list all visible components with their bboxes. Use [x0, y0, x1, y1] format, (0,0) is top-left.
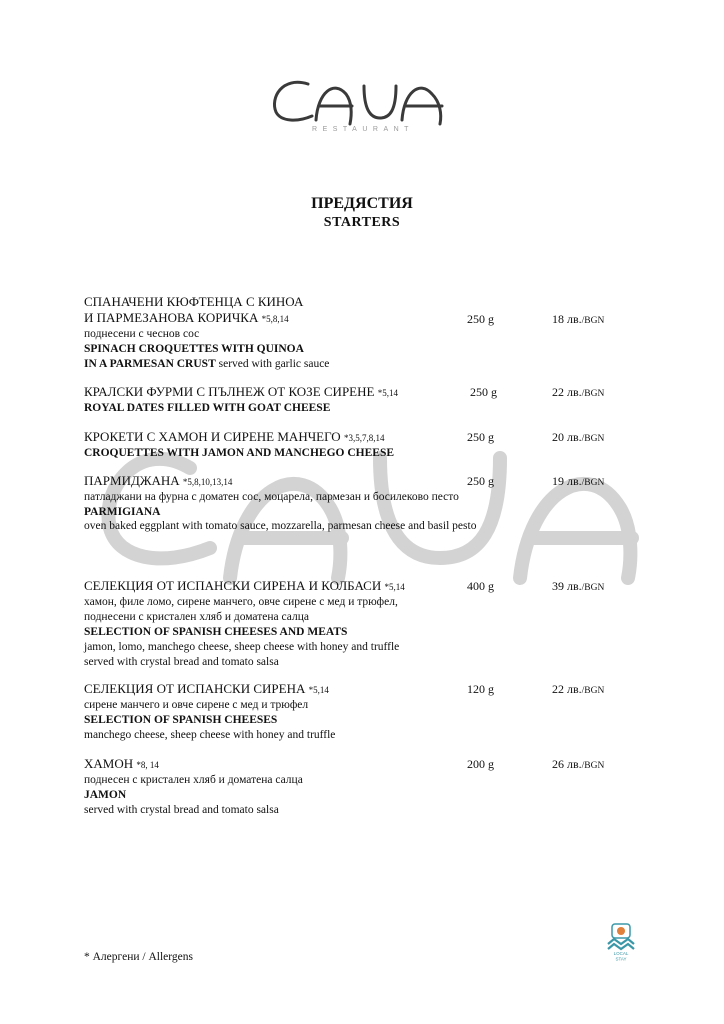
item-title-en-suffix: served with garlic sauce: [215, 358, 330, 370]
item-desc-bg: хамон, филе ломо, сирене манчего, овче сирене с мед и трюфел,: [84, 596, 398, 608]
item-desc-bg: поднесени с кристален хляб и доматена салца: [84, 611, 309, 623]
item-title: И ПАРМЕЗАНОВА КОРИЧКА: [84, 310, 259, 325]
item-allergens: *5,8,10,13,14: [182, 477, 233, 487]
item-desc-bg: патладжани на фурна с доматен сос, моцарела, пармезан и босилеково песто: [84, 491, 459, 503]
item-currency: /BGN: [581, 583, 605, 593]
item-title: ХАМОН: [84, 756, 134, 771]
item-desc-bg: поднесени с чеснов сос: [84, 328, 200, 340]
item-currency: /BGN: [581, 316, 605, 326]
menu-item: [84, 294, 644, 372]
item-currency: /BGN: [581, 434, 605, 444]
item-allergens: *5,14: [308, 685, 329, 695]
item-weight: 250 g: [467, 312, 494, 326]
item-title: КРОКЕТИ С ХАМОН И СИРЕНЕ МАНЧЕГО: [84, 429, 341, 444]
item-price: [552, 430, 604, 445]
item-title-en: JAMON: [84, 789, 127, 801]
item-allergens: *5,8,14: [261, 314, 289, 324]
item-price: [552, 312, 604, 327]
item-weight: 250 g: [467, 474, 494, 488]
item-price-value: 22 лв.: [552, 385, 582, 399]
item-title-en: CROQUETTES WITH JAMON AND MANCHEGO CHEESE: [84, 447, 395, 459]
item-title-en: SPINACH CROQUETTES WITH QUINOA: [84, 343, 304, 355]
item-title-en: ROYAL DATES FILLED WITH GOAT CHEESE: [84, 402, 331, 414]
section-title-bg: ПРЕДЯСТИЯ: [311, 195, 413, 212]
item-title-en: SELECTION OF SPANISH CHEESES: [84, 714, 278, 726]
item-price-value: 39 лв.: [552, 579, 582, 593]
item-weight: 250 g: [467, 430, 494, 444]
item-desc-en: jamon, lomo, manchego cheese, sheep cheese with honey and truffle: [84, 641, 400, 653]
item-title-en: PARMIGIANA: [84, 506, 161, 518]
item-weight: 400 g: [467, 579, 494, 593]
item-allergens: *3,5,7,8,14: [343, 433, 385, 443]
item-title: СЕЛЕКЦИЯ ОТ ИСПАНСКИ СИРЕНА: [84, 681, 306, 696]
item-price: [552, 474, 604, 489]
item-weight: 120 g: [467, 682, 494, 696]
item-title: КРАЛСКИ ФУРМИ С ПЪЛНЕЖ ОТ КОЗЕ СИРЕНЕ: [84, 384, 375, 399]
item-price-value: 18 лв.: [552, 312, 582, 326]
logo-subtitle: RESTAURANT: [312, 126, 414, 133]
item-price: [552, 385, 604, 400]
item-allergens: *8, 14: [136, 760, 159, 770]
item-title: СПАНАЧЕНИ КЮФТЕНЦА С КИНОА: [84, 294, 304, 309]
item-price-value: 20 лв.: [552, 430, 582, 444]
item-currency: /BGN: [581, 686, 605, 696]
item-desc-en: served with crystal bread and tomato salsa: [84, 804, 279, 816]
item-desc-en: manchego cheese, sheep cheese with honey and truffle: [84, 729, 336, 741]
local-stay-icon: [604, 922, 638, 962]
item-desc-en: oven baked eggplant with tomato sauce, mozzarella, parmesan cheese and basil pesto: [84, 520, 477, 532]
item-weight: 250 g: [470, 385, 497, 399]
item-currency: /BGN: [581, 761, 605, 771]
item-allergens: *5,14: [377, 388, 398, 398]
item-title: СЕЛЕКЦИЯ ОТ ИСПАНСКИ СИРЕНА И КОЛБАСИ: [84, 578, 382, 593]
item-currency: /BGN: [581, 478, 605, 488]
item-price: [552, 579, 604, 594]
section-title-en: STARTERS: [323, 215, 401, 230]
item-desc-bg: сирене манчего и овче сирене с мед и трюфел: [84, 699, 309, 711]
item-price: [552, 682, 604, 697]
item-weight: 200 g: [467, 757, 494, 771]
item-currency: /BGN: [581, 389, 605, 399]
item-price-value: 22 лв.: [552, 682, 582, 696]
item-title: ПАРМИДЖАНА: [84, 473, 180, 488]
badge-label-stay: STAY: [615, 956, 627, 962]
badge-label-local: LOCAL: [613, 951, 629, 956]
item-desc-bg: поднесен с кристален хляб и доматена салца: [84, 774, 303, 786]
item-price-value: 26 лв.: [552, 757, 582, 771]
item-allergens: *5,14: [384, 582, 405, 592]
item-price: [552, 757, 604, 772]
item-title-en: SELECTION OF SPANISH CHEESES AND MEATS: [84, 626, 348, 638]
item-price-value: 19 лв.: [552, 474, 582, 488]
item-title-en: IN A PARMESAN CRUST: [84, 358, 216, 370]
item-desc-en: served with crystal bread and tomato salsa: [84, 656, 279, 668]
allergens-footnote: * Алергени / Allergens: [84, 951, 193, 963]
